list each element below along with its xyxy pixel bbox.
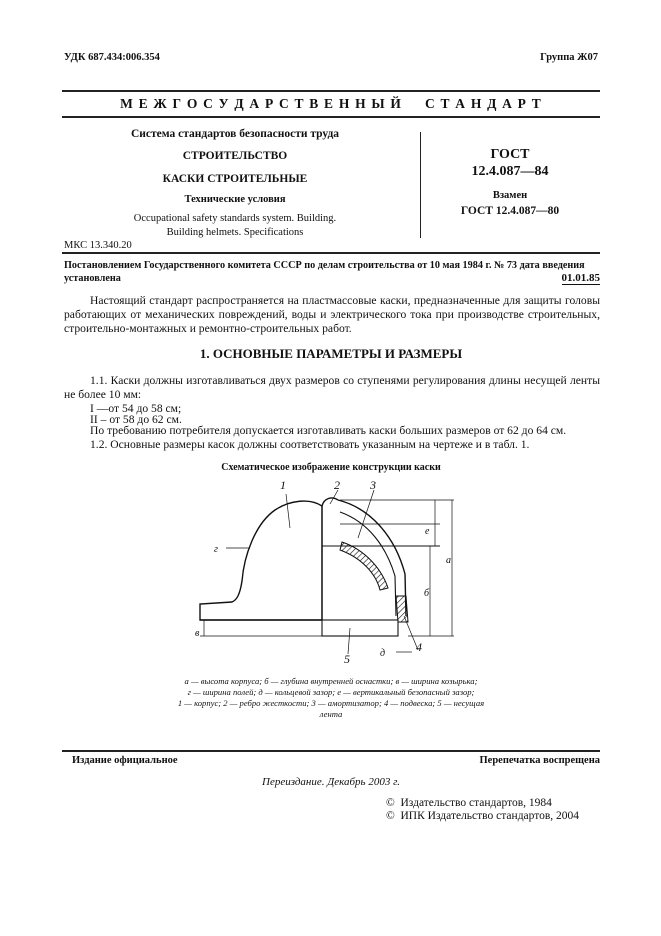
dim-a: а bbox=[446, 555, 451, 566]
shock-absorber bbox=[340, 542, 388, 590]
udk-code: УДК 687.434:006.354 bbox=[64, 52, 160, 63]
gost-label: ГОСТ bbox=[490, 147, 530, 162]
label-4: 4 bbox=[416, 640, 422, 654]
helmet-shell-outer bbox=[200, 501, 322, 620]
banner-rule bbox=[62, 116, 600, 118]
figure-caption-3: 1 — корпус; 2 — ребро жесткости; 3 — амортизатор; 4 — подвеска; 5 — несущая bbox=[177, 698, 485, 708]
figure-title: Схематическое изображение конструкции каски bbox=[221, 462, 441, 473]
reissue-note: Переиздание. Декабрь 2003 г. bbox=[262, 776, 400, 788]
decree-text-2: установлена bbox=[64, 273, 121, 284]
label-2: 2 bbox=[334, 478, 340, 492]
title-line-2: КАСКИ СТРОИТЕЛЬНЫЕ bbox=[162, 173, 308, 185]
suspension bbox=[396, 596, 408, 622]
label-3: 3 bbox=[370, 478, 376, 492]
reprint-prohibited: Перепечатка воспрещена bbox=[479, 755, 600, 766]
group-code: Группа Ж07 bbox=[540, 52, 598, 63]
dim-v: в bbox=[195, 628, 200, 639]
dim-e: е bbox=[425, 526, 430, 537]
effective-date: 01.01.85 bbox=[561, 272, 600, 284]
helmet-drawing bbox=[190, 476, 480, 662]
intro-paragraph: Настоящий стандарт распространяется на пластмассовые каски, предназначенные для защиты головы работающих от механических повреждений, воды и электрического тока при производстве строительных, строительно-монтажных и ремонтно-строительных работ. bbox=[64, 294, 600, 336]
copyright-2: © ИПК Издательство стандартов, 2004 bbox=[386, 810, 580, 822]
helmet-rib bbox=[322, 498, 338, 506]
size-range-1: I —от 54 до 58 см; bbox=[90, 402, 182, 415]
carrying-band bbox=[322, 620, 398, 636]
size-range-2: II – от 58 до 62 см. bbox=[90, 413, 182, 426]
figure-caption-4: лента bbox=[319, 709, 343, 719]
dim-d: д bbox=[380, 648, 386, 659]
dim-b: б bbox=[424, 588, 430, 599]
english-title-2: Building helmets. Specifications bbox=[166, 227, 304, 238]
paragraph-1-2: 1.2. Основные размеры касок должны соответствовать указанным на чертеже и в табл. 1. bbox=[90, 438, 530, 451]
title-line-3: Технические условия bbox=[184, 194, 286, 205]
title-line-1: СТРОИТЕЛЬСТВО bbox=[182, 150, 288, 162]
footer-rule bbox=[62, 750, 600, 752]
figure-caption-2: г — ширина полей; д — кольцевой зазор; е — вертикальный безопасный зазор; bbox=[187, 687, 475, 697]
paragraph-1-1: 1.1. Каски должны изготавливаться двух размеров со ступенями регулирования длины несущей ленты не более 10 мм: bbox=[64, 374, 600, 402]
label-1: 1 bbox=[280, 478, 286, 492]
top-rule bbox=[62, 90, 600, 92]
copyright-1: © Издательство стандартов, 1984 bbox=[386, 797, 552, 809]
replaces-number: ГОСТ 12.4.087—80 bbox=[460, 205, 560, 217]
gost-number: 12.4.087—84 bbox=[471, 164, 549, 179]
dim-g: г bbox=[214, 544, 218, 555]
mks-code: МКС 13.340.20 bbox=[64, 240, 132, 251]
decree-text: Постановлением Государственного комитета СССР по делам строительства от 10 мая 1984 г. № 73 дата введения bbox=[64, 260, 585, 271]
official-edition: Издание официальное bbox=[72, 755, 178, 766]
english-title-1: Occupational safety standards system. Building. bbox=[133, 213, 337, 224]
replaces-label: Взамен bbox=[492, 190, 528, 201]
label-5: 5 bbox=[344, 652, 350, 666]
standard-banner: М Е Ж Г О С У Д А Р С Т В Е Н Н Ы Й С Т А Н Д А Р Т bbox=[120, 96, 542, 111]
figure-caption-1: а — высота корпуса; б — глубина внутренней оснастки; в — ширина козырька; bbox=[184, 676, 478, 686]
mid-rule bbox=[62, 252, 600, 254]
system-title: Система стандартов безопасности труда bbox=[130, 128, 340, 140]
paragraph-larger-sizes: По требованию потребителя допускается изготавливать каски больших размеров от 62 до 64 см. bbox=[90, 424, 567, 437]
section-1-title: 1. ОСНОВНЫЕ ПАРАМЕТРЫ И РАЗМЕРЫ bbox=[199, 346, 463, 361]
